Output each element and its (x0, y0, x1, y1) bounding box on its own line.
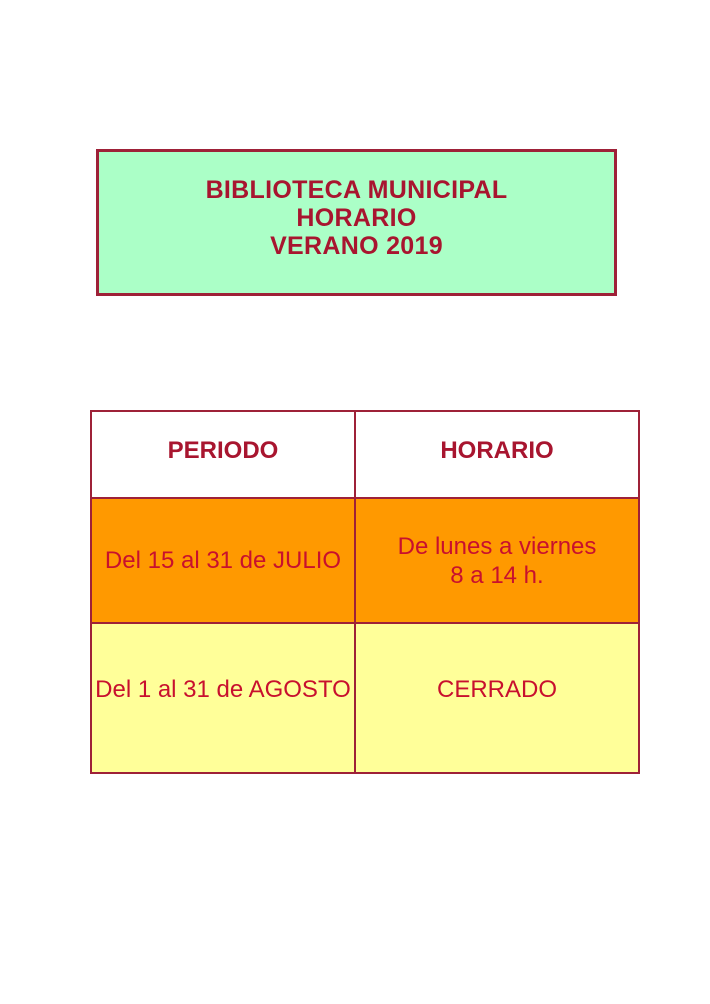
horario-august-text: CERRADO (436, 676, 557, 703)
cell-horario-july (355, 498, 639, 623)
title-box (96, 149, 617, 296)
cell-periodo-july (91, 498, 355, 623)
column-header-horario: HORARIO (355, 411, 639, 498)
periodo-august-text: Del 1 al 31 de AGOSTO (95, 676, 351, 703)
title-line-1: BIBLIOTECA MUNICIPAL (205, 176, 508, 204)
schedule-table (90, 410, 640, 774)
table-row-august (91, 623, 639, 773)
cell-periodo-august (91, 623, 355, 773)
table-row-july (91, 498, 639, 623)
column-header-periodo: PERIODO (91, 411, 355, 498)
horario-july-line-2: 8 a 14 h. (450, 561, 544, 589)
periodo-july-text: Del 15 al 31 de JULIO (104, 547, 342, 574)
horario-july-line-1: De lunes a viernes (397, 532, 597, 560)
cell-horario-august (355, 623, 639, 773)
title-line-3: VERANO 2019 (270, 232, 443, 260)
title-line-2: HORARIO (296, 204, 417, 232)
table-header-row (91, 411, 639, 498)
